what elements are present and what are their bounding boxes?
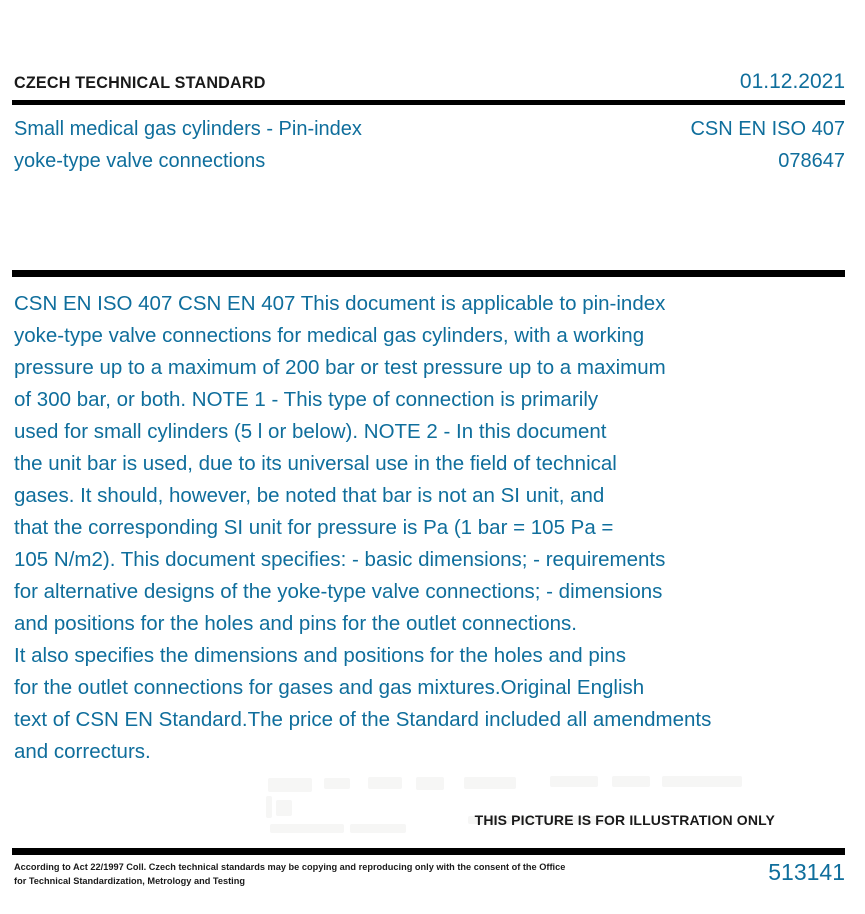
document-order-number: 513141 <box>768 859 845 885</box>
abstract-line: for the outlet connections for gases and gas mixtures.Original English <box>14 676 645 699</box>
document-footer <box>14 861 845 889</box>
abstract-line: gases. It should, however, be noted that bar is not an SI unit, and <box>14 484 605 507</box>
illustration-disclaimer: THIS PICTURE IS FOR ILLUSTRATION ONLY <box>474 812 775 828</box>
abstract-line: yoke-type valve connections for medical gas cylinders, with a working <box>14 324 645 347</box>
abstract-top-divider <box>12 270 845 277</box>
abstract-line: 105 N/m2). This document specifies: - basic dimensions; - requirements <box>14 548 666 571</box>
abstract-line: and correcturs. <box>14 740 151 763</box>
abstract-line: that the corresponding SI unit for pressure is Pa (1 bar = 105 Pa = <box>14 516 614 539</box>
standard-identifiers <box>690 113 845 177</box>
header-divider <box>12 100 845 105</box>
footer-divider <box>12 848 845 855</box>
standard-designation: CSN EN ISO 407 <box>690 118 845 140</box>
standard-title <box>14 113 362 177</box>
copyright-notice-line-2: for Technical Standardization, Metrology and Testing <box>14 876 245 887</box>
abstract-line: the unit bar is used, due to its universal use in the field of technical <box>14 452 617 475</box>
abstract-line: pressure up to a maximum of 200 bar or test pressure up to a maximum <box>14 356 666 379</box>
standard-catalog-number: 078647 <box>778 150 845 172</box>
page-title: CZECH TECHNICAL STANDARD <box>14 73 266 92</box>
abstract-text <box>14 288 814 768</box>
abstract-line: It also specifies the dimensions and positions for the holes and pins <box>14 644 626 667</box>
standard-title-line-1: Small medical gas cylinders - Pin-index <box>14 118 362 140</box>
abstract-line: used for small cylinders (5 l or below). NOTE 2 - In this document <box>14 420 607 443</box>
document-header <box>14 70 845 96</box>
abstract-line: for alternative designs of the yoke-type valve connections; - dimensions <box>14 580 663 603</box>
copyright-notice-line-1: According to Act 22/1997 Coll. Czech technical standards may be copying and reproducing only with the consent of the Office <box>14 862 566 873</box>
standard-title-line-2: yoke-type valve connections <box>14 150 266 172</box>
abstract-line: of 300 bar, or both. NOTE 1 - This type of connection is primarily <box>14 388 599 411</box>
standard-title-block <box>14 113 845 177</box>
copyright-notice <box>14 861 565 889</box>
abstract-line: and positions for the holes and pins for the outlet connections. <box>14 612 577 635</box>
abstract-line: CSN EN ISO 407 CSN EN 407 This document is applicable to pin-index <box>14 292 666 315</box>
publication-date: 01.12.2021 <box>739 70 845 93</box>
abstract-line: text of CSN EN Standard.The price of the Standard included all amendments <box>14 708 712 731</box>
background-watermark <box>250 762 770 840</box>
